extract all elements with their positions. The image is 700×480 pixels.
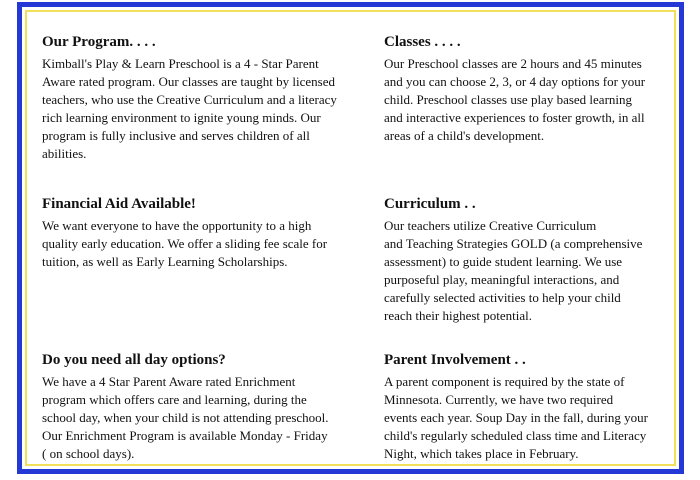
section-body	[42, 373, 362, 463]
body-line: program which offers care and learning, during the	[42, 392, 307, 408]
body-line: Aware rated program. Our classes are taught by licensed	[42, 74, 335, 90]
body-line: Our Enrichment Program is available Monday - Friday	[42, 428, 328, 444]
section-heading: Our Program. . . .	[42, 34, 156, 50]
section-heading: Do you need all day options?	[42, 352, 226, 368]
outer-border-frame	[17, 2, 684, 474]
section-our-program	[42, 33, 362, 164]
section-body	[384, 217, 684, 326]
section-body	[384, 55, 684, 145]
body-line: teachers, who use the Creative Curriculum and a literacy	[42, 92, 337, 108]
body-line: We have a 4 Star Parent Aware rated Enrichment	[42, 374, 296, 389]
body-line: events each year. Soup Day in the fall, during your	[384, 410, 648, 426]
section-body	[384, 373, 684, 463]
section-body	[42, 55, 362, 164]
section-curriculum	[384, 195, 684, 326]
body-line: We want everyone to have the opportunity to a high	[42, 218, 312, 233]
body-line: and Teaching Strategies GOLD (a comprehensive	[384, 236, 643, 252]
section-heading: Classes . . . .	[384, 34, 461, 50]
section-heading: Curriculum . .	[384, 196, 476, 212]
body-line: Kimball's Play & Learn Preschool is a 4 - Star Parent	[42, 56, 319, 71]
body-line: carefully selected activities to help your child	[384, 290, 621, 306]
section-classes	[384, 33, 684, 145]
section-all-day-options	[42, 351, 362, 463]
body-line: ( on school days).	[42, 446, 135, 462]
body-line: school day, when your child is not attending preschool.	[42, 410, 329, 426]
body-line: abilities.	[42, 146, 87, 162]
body-line: child. Preschool classes use play based learning	[384, 92, 633, 108]
section-financial-aid	[42, 195, 362, 271]
section-parent-involvement	[384, 351, 684, 463]
body-line: and you can choose 2, 3, or 4 day options for your	[384, 74, 646, 90]
body-line: Our teachers utilize Creative Curriculum	[384, 218, 597, 233]
body-line: Minnesota. Currently, we have two required	[384, 392, 614, 408]
body-line: areas of a child's development.	[384, 128, 545, 144]
section-heading: Parent Involvement . .	[384, 352, 526, 368]
body-line: and interactive experiences to foster growth, in all	[384, 110, 645, 126]
section-heading: Financial Aid Available!	[42, 196, 196, 212]
body-line: A parent component is required by the state of	[384, 374, 625, 389]
section-body	[42, 217, 362, 271]
body-line: Our Preschool classes are 2 hours and 45 minutes	[384, 56, 642, 71]
body-line: quality early education. We offer a sliding fee scale for	[42, 236, 328, 252]
body-line: child's regularly scheduled class time and Literacy	[384, 428, 647, 444]
body-line: reach their highest potential.	[384, 308, 533, 324]
body-line: program is fully inclusive and serves children of all	[42, 128, 310, 144]
inner-border-frame	[25, 10, 676, 466]
body-line: assessment) to guide student learning. We use	[384, 254, 623, 270]
body-line: Night, which takes place in February.	[384, 446, 579, 462]
body-line: tuition, as well as Early Learning Scholarships.	[42, 254, 288, 270]
body-line: rich learning environment to ignite young minds. Our	[42, 110, 321, 126]
body-line: purposeful play, meaningful interactions, and	[384, 272, 620, 288]
